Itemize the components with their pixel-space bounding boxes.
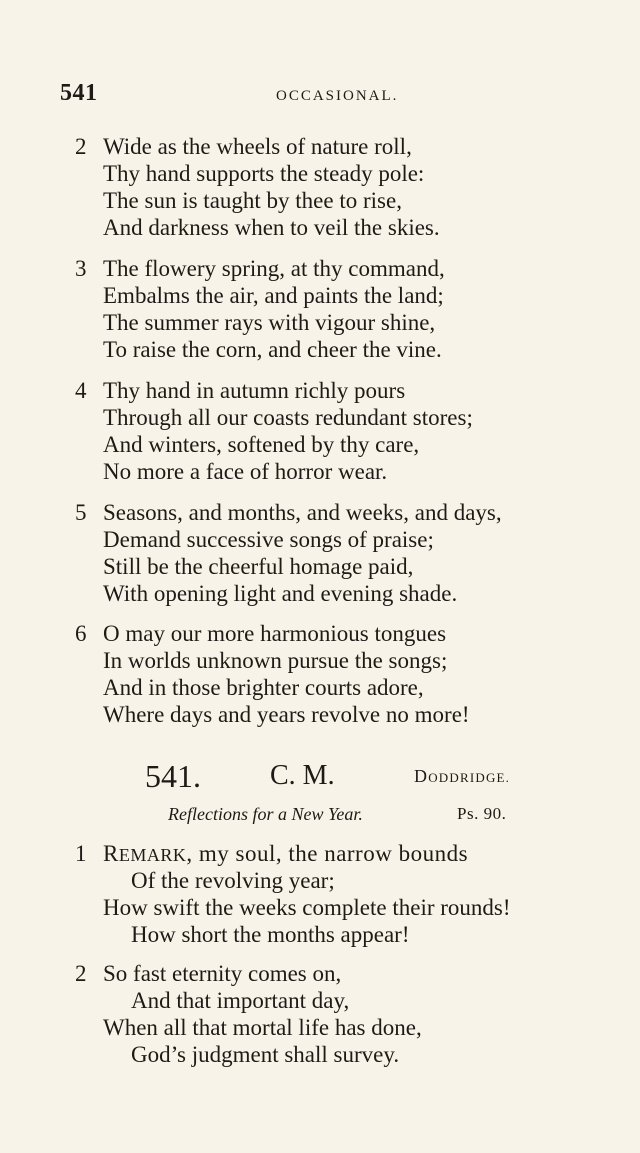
verse-line: With opening light and evening shade. (103, 581, 458, 606)
verse-line: Where days and years revolve no more! (103, 702, 470, 727)
first-word-rest: EMARK (118, 845, 187, 865)
line-rest: , my soul, the narrow bounds (186, 841, 469, 866)
verse-line: Still be the cheerful homage paid, (103, 554, 414, 579)
author-rest: ODDRIDGE. (428, 770, 511, 785)
verse-number: 4 (75, 378, 87, 403)
verse-line: O may our more harmonious tongues (103, 621, 447, 646)
verse-number: 3 (75, 256, 87, 281)
hymn-author (414, 766, 510, 787)
verse-line: Seasons, and months, and weeks, and days, (103, 500, 502, 525)
verse-line: Through all our coasts redundant stores; (103, 405, 473, 430)
verse-line: How short the months appear! (131, 922, 410, 947)
verse-line: The sun is taught by thee to rise, (103, 188, 402, 213)
verse-number: 6 (75, 621, 87, 646)
author-initial: D (414, 766, 429, 786)
verse-line (103, 840, 468, 869)
verse-line: No more a face of horror wear. (103, 459, 388, 484)
running-head: OCCASIONAL. (276, 88, 399, 104)
first-word-initial: R (103, 841, 119, 866)
page-number: 541 (60, 80, 98, 106)
verse-line: God’s judgment shall survey. (131, 1042, 400, 1067)
verse-line: Demand successive songs of praise; (103, 527, 434, 552)
verse-line: In worlds unknown pursue the songs; (103, 648, 448, 673)
verse-line: To raise the corn, and cheer the vine. (103, 337, 442, 362)
verse-number: 2 (75, 961, 87, 986)
verse-line: And that important day, (131, 988, 350, 1013)
verse-line: Embalms the air, and paints the land; (103, 283, 444, 308)
verse-line: Wide as the wheels of nature roll, (103, 134, 412, 159)
verse-line: And in those brighter courts adore, (103, 675, 424, 700)
verse-number: 2 (75, 134, 87, 159)
verse-line: Of the revolving year; (131, 868, 335, 893)
verse-line: And darkness when to veil the skies. (103, 215, 440, 240)
verse-line: The flowery spring, at thy command, (103, 256, 445, 281)
psalm-reference: Ps. 90. (457, 804, 507, 823)
hymn-subtitle: Reflections for a New Year. (168, 804, 363, 824)
verse-number: 5 (75, 500, 87, 525)
hymn-number: 541. (145, 758, 201, 794)
hymn-meter: C. M. (270, 760, 335, 791)
verse-line: So fast eternity comes on, (103, 961, 342, 986)
verse-line: The summer rays with vigour shine, (103, 310, 436, 335)
verse-line: Thy hand supports the steady pole: (103, 161, 425, 186)
verse-line: How swift the weeks complete their rounds! (103, 895, 511, 920)
verse-number: 1 (75, 841, 87, 866)
verse-line: Thy hand in autumn richly pours (103, 378, 406, 403)
verse-line: When all that mortal life has done, (103, 1015, 422, 1040)
verse-line: And winters, softened by thy care, (103, 432, 420, 457)
